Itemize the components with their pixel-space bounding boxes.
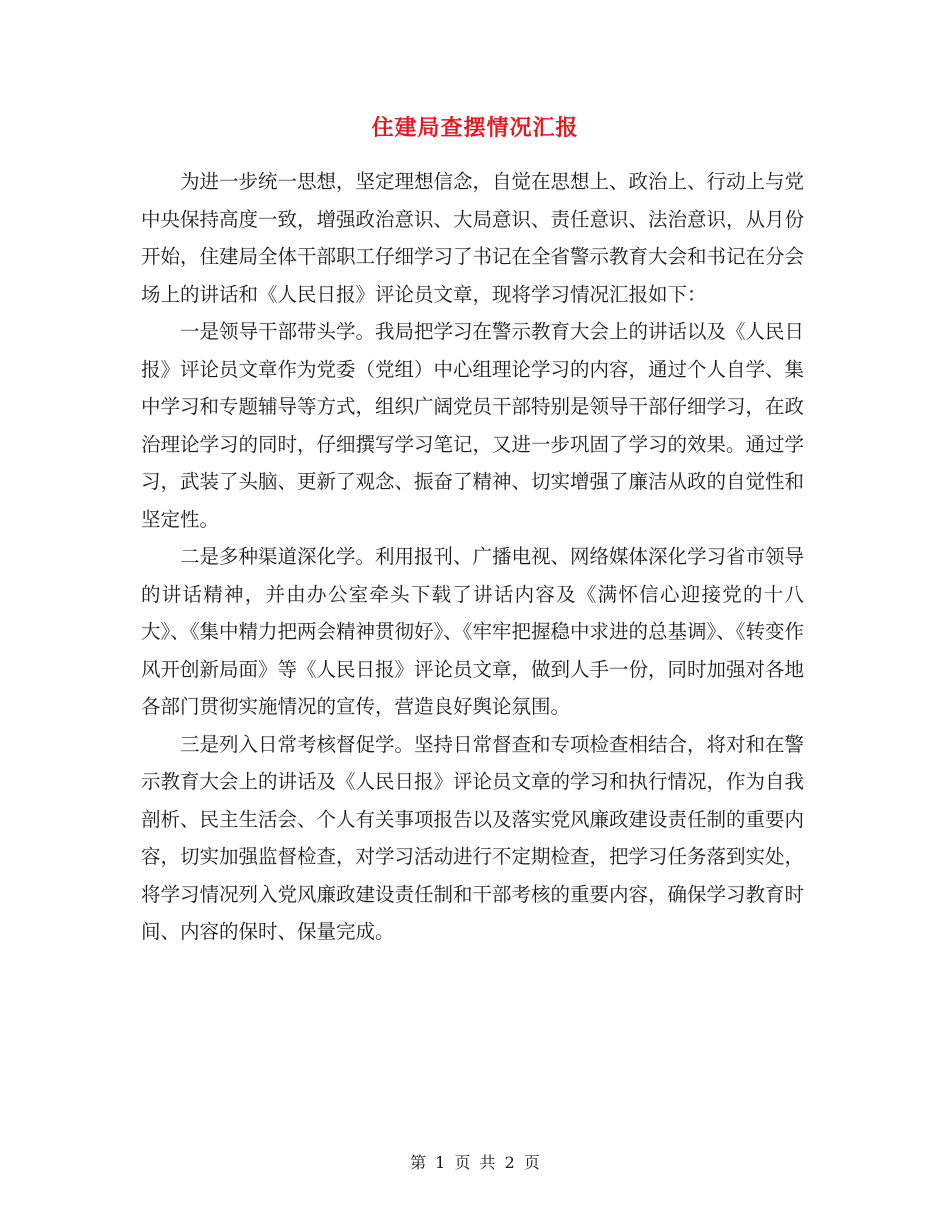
document-body [141, 163, 804, 951]
paragraph-intro: 为进一步统一思想，坚定理想信念，自觉在思想上、政治上、行动上与党中央保持高度一致，增强政治意识、大局意识、责任意识、法治意识，从月份开始，住建局全体干部职工仔细学习了书记在全省警示教育大会和书记在分会场上的讲话和《人民日报》评论员文章，现将学习情况汇报如下： [141, 170, 805, 306]
paragraph-point-3: 三是列入日常考核督促学。坚持日常督查和专项检查相结合，将对和在警示教育大会上的讲话及《人民日报》评论员文章的学习和执行情况，作为自我剖析、民主生活会、个人有关事项报告以及落实党风廉政建设责任制的重要内容，切实加强监督检查，对学习活动进行不定期检查，把学习任务落到实处，将学习情况列入党风廉政建设责任制和干部考核的重要内容，确保学习教育时间、内容的保时、保量完成。 [141, 732, 805, 943]
paragraph-point-1: 一是领导干部带头学。我局把学习在警示教育大会上的讲话以及《人民日报》评论员文章作为党委（党组）中心组理论学习的内容，通过个人自学、集中学习和专题辅导等方式，组织广阔党员干部特别是领导干部仔细学习，在政治理论学习的同时，仔细撰写学习笔记，又进一步巩固了学习的效果。通过学习，武装了头脑、更新了观念、振奋了精神、切实增强了廉洁从政的自觉性和坚定性。 [141, 320, 805, 531]
page-number: 第 1 页 共 2 页 [410, 1153, 540, 1172]
paragraph-point-2: 二是多种渠道深化学。利用报刊、广播电视、网络媒体深化学习省市领导的讲话精神，并由办公室牵头下载了讲话内容及《满怀信心迎接党的十八大》、《集中精力把两会精神贯彻好》、《牢牢把握稳中求进的总基调》、《转变作风开创新局面》等《人民日报》评论员文章，做到人手一份，同时加强对各地各部门贯彻实施情况的宣传，营造良好舆论氛围。 [141, 545, 805, 718]
document-title: 住建局查摆情况汇报 [371, 115, 579, 141]
